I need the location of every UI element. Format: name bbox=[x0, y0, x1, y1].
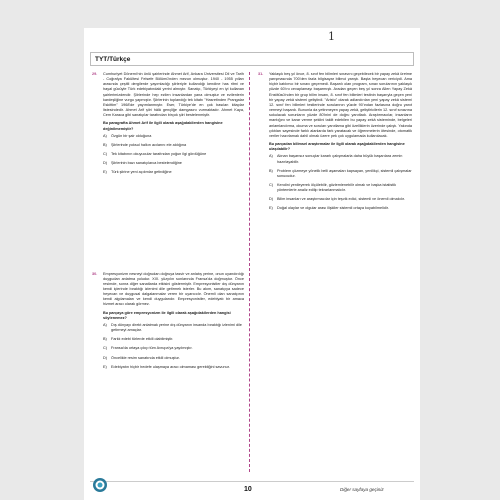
left-column bbox=[92, 72, 244, 374]
option-label: A) bbox=[103, 322, 107, 327]
option-text: Dış dünyayı direkt anlatmak yerine dış dünyanın insanda bıraktığı izlenimi dile getirmeyi amaçlar. bbox=[111, 322, 242, 333]
option-c[interactable] bbox=[103, 152, 244, 157]
header-bar bbox=[90, 52, 414, 66]
option-label: D) bbox=[103, 161, 108, 166]
option-text: Fransa'da ortaya çıkıp tüm Avrupa'ya yayılmıştır. bbox=[111, 346, 193, 351]
option-a[interactable] bbox=[269, 154, 412, 164]
option-d[interactable] bbox=[269, 197, 412, 202]
option-label: E) bbox=[103, 364, 107, 369]
option-label: C) bbox=[103, 152, 108, 157]
option-d[interactable] bbox=[103, 161, 244, 166]
publisher-logo-icon bbox=[92, 477, 108, 493]
option-label: A) bbox=[269, 154, 273, 159]
answer-options bbox=[103, 323, 244, 370]
option-e[interactable] bbox=[103, 365, 244, 370]
option-text: Türk şiirine yeni açılımlar getirdiğine bbox=[111, 170, 172, 175]
question-stem: Bu paragrafta Ahmet Arif ile ilgili olarak aşağıdakilerden hangisine değinilmemiştir? bbox=[103, 121, 223, 131]
option-text: Tek kitabının okuyucular tarafından yoğun ilgi gördüğüne bbox=[111, 152, 207, 157]
answer-options bbox=[103, 134, 244, 176]
option-label: B) bbox=[103, 142, 107, 147]
option-text: Şiirlerinin bazı sanatçılarca bestelendiğine bbox=[111, 161, 182, 166]
question-text: Empresyonizm nesneyi doğrudan doğruya tasvir ve anlatış yerine, onun uyandırdığı duygudan anlatma yoludur. XIX. yüzyılın sonlarında Fransa'da doğmuştur. Önce resimde, sonra diğer sanatlarda etkisini göstermiştir. Empresyonistler dış dünyanın kendi içlerinde bıraktığı izlenimi dile getirmek isterler. Bu akım, sanatçıya sadece heyecan ve duygusal dalgalanmalar veren bir uyarıcıdır. Önemli olan sanatçının kendi algılamaları ve kendi duygularıdır. Empresyonistler, edebiyatı bir amaca hizmet aracı olarak görmez. bbox=[103, 271, 244, 307]
option-b[interactable] bbox=[103, 143, 244, 148]
option-text: Öncelikle resim sanatında etkili olmuştur. bbox=[111, 355, 180, 360]
question-number: 29. bbox=[92, 72, 98, 76]
option-label: B) bbox=[103, 337, 107, 342]
page-number: 10 bbox=[244, 486, 252, 493]
answer-options bbox=[269, 154, 412, 211]
exam-page bbox=[84, 28, 420, 500]
option-a[interactable] bbox=[103, 323, 244, 333]
option-label: D) bbox=[103, 355, 108, 360]
option-e[interactable] bbox=[269, 206, 412, 211]
option-text: Doğal olaylar ve olgular arası ilişkiler sistemli ortaya koyabilmelidir. bbox=[277, 206, 389, 211]
footer-divider bbox=[90, 481, 414, 482]
option-d[interactable] bbox=[103, 356, 244, 361]
option-text: Alınan başarısız sonuçlar kararlı çalışmalarla daha büyük başarılara zemin hazırlayabilir. bbox=[277, 154, 403, 164]
option-b[interactable] bbox=[103, 337, 244, 342]
option-label: C) bbox=[103, 346, 108, 351]
option-text: Edebiyatın hiçbir hedefe ulaşmaya aracı olmaması gerektiğini savunur. bbox=[111, 364, 230, 369]
question-number: 31. bbox=[258, 72, 264, 76]
question-30 bbox=[92, 272, 244, 370]
option-label: B) bbox=[269, 168, 273, 173]
option-text: Özgün bir şair olduğuna bbox=[111, 133, 152, 138]
option-b[interactable] bbox=[269, 169, 412, 179]
option-text: Şiirlerinde yoksul halkın acılarını ele aldığına bbox=[111, 142, 187, 147]
right-column bbox=[258, 72, 412, 216]
question-stem: Bu parçaya göre empresyonizm ile ilgili olarak aşağıdakilerden hangisi söylenemez? bbox=[103, 310, 231, 320]
option-label: E) bbox=[269, 206, 273, 211]
next-page-note: Diğer sayfaya geçiniz bbox=[340, 487, 384, 492]
question-number: 30. bbox=[92, 271, 98, 276]
page-title: TYT/Türkçe bbox=[95, 55, 131, 63]
option-text: Kendini yenileyerek ölçülebilir, gözlemlenebilir olmalı ve başka istatistik yöntemlerle analiz edilip tekrarlanmalıdır. bbox=[277, 182, 397, 193]
option-a[interactable] bbox=[103, 134, 244, 139]
option-label: D) bbox=[269, 197, 274, 202]
column-divider bbox=[249, 72, 250, 472]
option-e[interactable] bbox=[103, 170, 244, 175]
option-c[interactable] bbox=[269, 183, 412, 193]
option-c[interactable] bbox=[103, 346, 244, 351]
option-text: Farklı edebi türlerde etkili olabilmiştir. bbox=[111, 337, 174, 342]
question-text: Yaklaşık beş yıl önce, 8. sınıf fen bilimleri sınavını geçebilecek bir yapay zekâ üretme yarışmasında 700'den fazla bilgisayar bilimci yarıştı. Başta heyecan vericiydi. Ama hiçbir katılımcı bir sınavı geçemedi. Başarılı olan program, sınav sorularının yaklaşık yüzde 60'ını cevaplamayı başarmıştı. Aradan geçen beş yıl sonra Allen Yapay Zekâ Enstitüsü'nden bir grup bilim insanı, 8. sınıf fen bilimleri testinin başarıyla geçen yeni bir yapay zekâ sistemi geliştirdi. "Aristo" olarak adlandırılan yeni yapay zekâ sistemi 12. sınıf fen bilimleri testlerinde sorularının yüzde 90'ından fazlasına doğru yanıt vermeyi başardı. Bununla da yetinmeyen yapay zekâ, geliştiricilerin 12. sınıf sınavına sokulacak sorunların yüzde 80'inini de doğru yanıtladı. Araştırmacılar, insanların mantığını ve karar verme şeklini taklit edebilen bu yapay zekâ sisteminde, belgeleri anlamlandırma, okuma ve soruları yanıtlama gibi özelliklerin üzerinde çalıştı. Yakında çıktıları sayesinde farklı alanlarda fark yaratacak ve öğrenmelerin ötesinde, otomatik veriler hazırlamak dahil olmak üzere pek çok uygulamada kullanılacak. bbox=[269, 72, 413, 138]
question-text: Cumhuriyet Dönemi'nin ünlü şairlerinde Ahmet Arif, Ankara Üniversitesi Dil ve Tarih - Coğrafya Fakültesi Felsefe Bölümü'nden mezun olmuştur. 1940 - 1955 yılları arasında çeşitli dergilerde yayımladığı şiirleriyle kullandığı kendine has ritmi ve hayal gücüyle Türk edebiyatındaki yerini almıştır. Sanatçı, Türkiyeyi en iyi kullanan şairlerimizdendir. Şiirlerinde hep ezilen insanlardan yana olmuştur ve ezilenlerin kardeşliğine vurgu yapmıştır. Şiirlerinin toplandığı tek kitabı "Hasretinden Prangalar Eskittim" 1968'de yayımlanmıştır. Eser, Türkiye'de en çok basılan kitaplar listesindedir. Ahmet Arif şiiri hâlâ gençliğe damgasını vurmaktadır. Ahmet Kaya, Cem Karaca gibi sanatçılar tarafından birçok şiiri bestelenmiştir. bbox=[103, 72, 244, 118]
question-stem: Bu parçadan bilimsel araştırmalar ile ilgili olarak aşağıdakilerden hangisine ulaşılabilir? bbox=[269, 142, 405, 152]
option-label: C) bbox=[269, 182, 274, 187]
question-31 bbox=[258, 72, 412, 212]
option-label: A) bbox=[103, 133, 107, 138]
option-label: E) bbox=[103, 170, 107, 175]
page-marker: 1 bbox=[328, 30, 335, 43]
question-29 bbox=[92, 72, 244, 176]
option-text: Bilim insanları ve araştırmacılar için teşvik edici, sistemli ve önemli olmalıdır. bbox=[277, 197, 405, 202]
option-text: Problem çözmeye yönelik belli aşamaları kapsayan, yenilikçi, sistemli çalışmalar sonucudur. bbox=[277, 168, 412, 178]
